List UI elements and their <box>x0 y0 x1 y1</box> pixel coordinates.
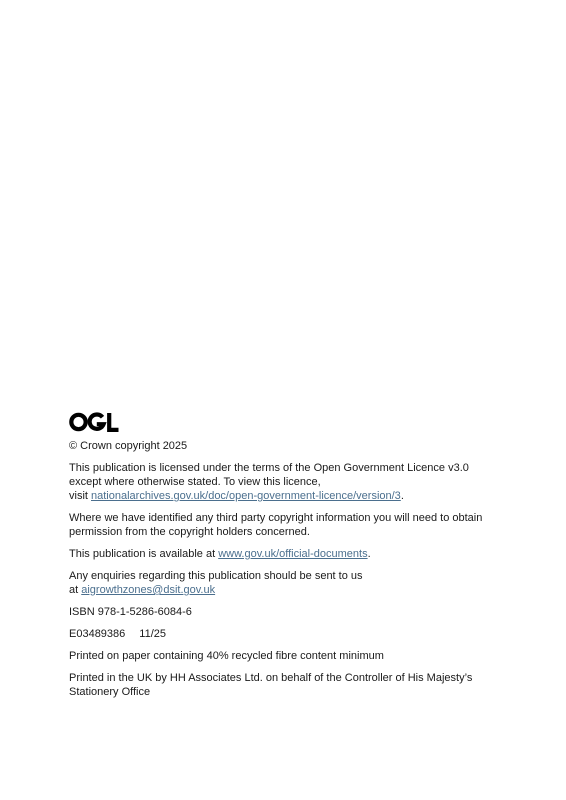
third-party-line-1: Where we have identified any third party copyright information you will need to obtain <box>69 512 483 524</box>
availability-suffix: . <box>367 548 371 560</box>
licence-visit-prefix: visit <box>69 490 91 502</box>
licence-link[interactable]: nationalarchives.gov.uk/doc/open-government-licence/version/3 <box>91 490 401 502</box>
licence-line-1: This publication is licensed under the terms of the Open Government Licence v3.0 <box>69 462 469 474</box>
official-documents-link[interactable]: www.gov.uk/official-documents <box>218 548 368 560</box>
printer-notice <box>69 671 529 699</box>
availability-notice <box>69 547 529 561</box>
reference-code: E03489386 <box>69 628 126 640</box>
ogl-logo <box>69 411 119 433</box>
copyright-notice: © Crown copyright 2025 <box>69 440 188 452</box>
licence-statement <box>69 461 529 503</box>
printer-line-1: Printed in the UK by HH Associates Ltd. on behalf of the Controller of His Majesty’s <box>69 672 473 684</box>
third-party-notice <box>69 511 529 539</box>
isbn: ISBN 978-1-5286-6084-6 <box>69 606 192 618</box>
licence-suffix: . <box>400 490 404 502</box>
enquiries-notice <box>69 569 529 597</box>
enquiries-at-prefix: at <box>69 584 82 596</box>
third-party-line-2: permission from the copyright holders concerned. <box>69 526 310 538</box>
enquiries-line-1: Any enquiries regarding this publication should be sent to us <box>69 570 363 582</box>
enquiries-line-2 <box>69 583 529 597</box>
colophon <box>69 411 529 707</box>
licence-line-2: except where otherwise stated. To view this licence, <box>69 476 321 488</box>
enquiries-email-link[interactable]: aigrowthzones@dsit.gov.uk <box>81 584 216 596</box>
licence-line-3 <box>69 489 529 503</box>
reference-date: 11/25 <box>139 628 166 640</box>
printer-line-2: Stationery Office <box>69 686 151 698</box>
paper-notice: Printed on paper containing 40% recycled fibre content minimum <box>69 650 384 662</box>
availability-prefix: This publication is available at <box>69 548 219 560</box>
reference-line <box>69 627 529 641</box>
